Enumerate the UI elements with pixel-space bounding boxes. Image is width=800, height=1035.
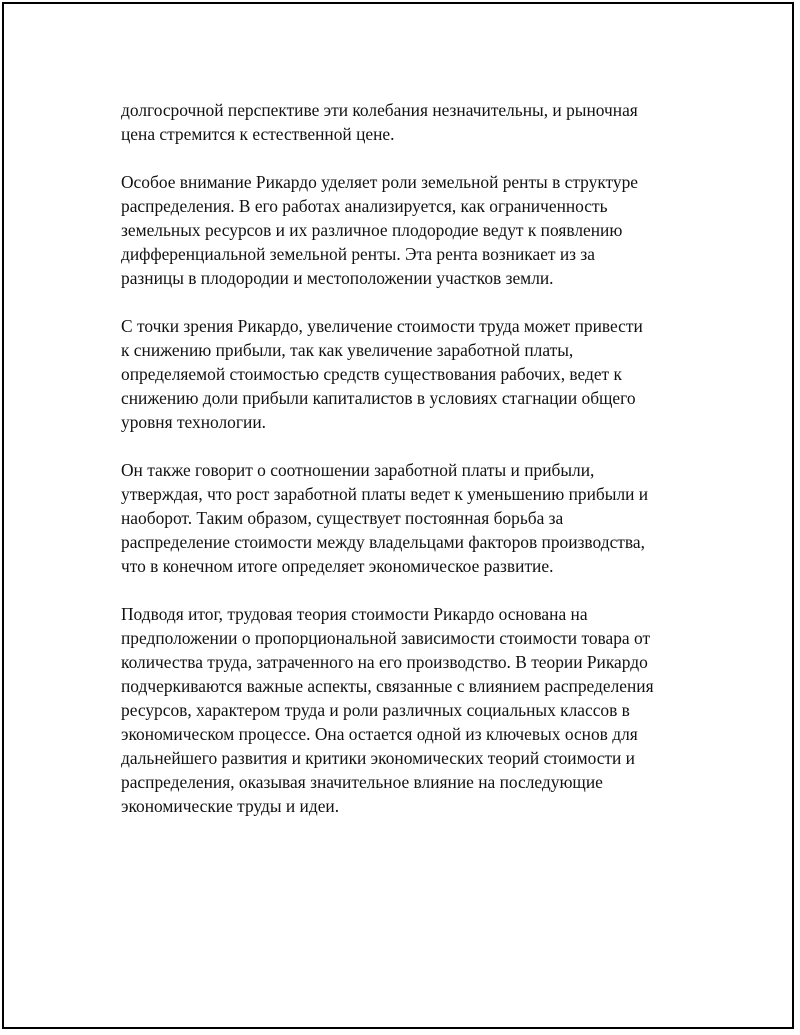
text-line: разницы в плодородии и местоположении участков земли.	[121, 268, 554, 288]
text-line: утверждая, что рост заработной платы ведет к уменьшению прибыли и	[121, 484, 649, 504]
text-line: распределение стоимости между владельцами факторов производства,	[121, 532, 645, 552]
page	[2, 2, 794, 1029]
text-line: экономические труды и идеи.	[121, 796, 340, 816]
text-line: распределения, оказывая значительное влияние на последующие	[121, 772, 603, 792]
paragraph-1	[121, 98, 691, 146]
paragraph-4	[121, 458, 691, 578]
document-body	[121, 98, 691, 842]
text-line: количества труда, затраченного на его производство. В теории Рикардо	[121, 652, 648, 672]
text-line: к снижению прибыли, так как увеличение заработной платы,	[121, 340, 574, 360]
text-line: дальнейшего развития и критики экономических теорий стоимости и	[121, 748, 635, 768]
text-line: С точки зрения Рикардо, увеличение стоимости труда может привести	[121, 316, 643, 336]
text-line: Подводя итог, трудовая теория стоимости Рикардо основана на	[121, 604, 588, 624]
text-line: подчеркиваются важные аспекты, связанные с влиянием распределения	[121, 676, 654, 696]
paragraph-5	[121, 602, 691, 818]
text-line: снижению доли прибыли капиталистов в условиях стагнации общего	[121, 388, 636, 408]
paragraph-2	[121, 170, 691, 290]
paragraph-3	[121, 314, 691, 434]
text-line: уровня технологии.	[121, 412, 266, 432]
text-line: ресурсов, характером труда и роли различных социальных классов в	[121, 700, 630, 720]
text-line: определяемой стоимостью средств существования рабочих, ведет к	[121, 364, 622, 384]
text-line: долгосрочной перспективе эти колебания незначительны, и рыночная	[121, 100, 638, 120]
text-line: экономическом процессе. Она остается одной из ключевых основ для	[121, 724, 638, 744]
text-line: цена стремится к естественной цене.	[121, 124, 395, 144]
text-line: земельных ресурсов и их различное плодородие ведут к появлению	[121, 220, 623, 240]
text-line: Особое внимание Рикардо уделяет роли земельной ренты в структуре	[121, 172, 639, 192]
text-line: что в конечном итоге определяет экономическое развитие.	[121, 556, 554, 576]
text-line: распределения. В его работах анализируется, как ограниченность	[121, 196, 608, 216]
text-line: предположении о пропорциональной зависимости стоимости товара от	[121, 628, 651, 648]
text-line: Он также говорит о соотношении заработной платы и прибыли,	[121, 460, 595, 480]
text-line: наоборот. Таким образом, существует постоянная борьба за	[121, 508, 564, 528]
text-line: дифференциальной земельной ренты. Эта рента возникает из за	[121, 244, 595, 264]
